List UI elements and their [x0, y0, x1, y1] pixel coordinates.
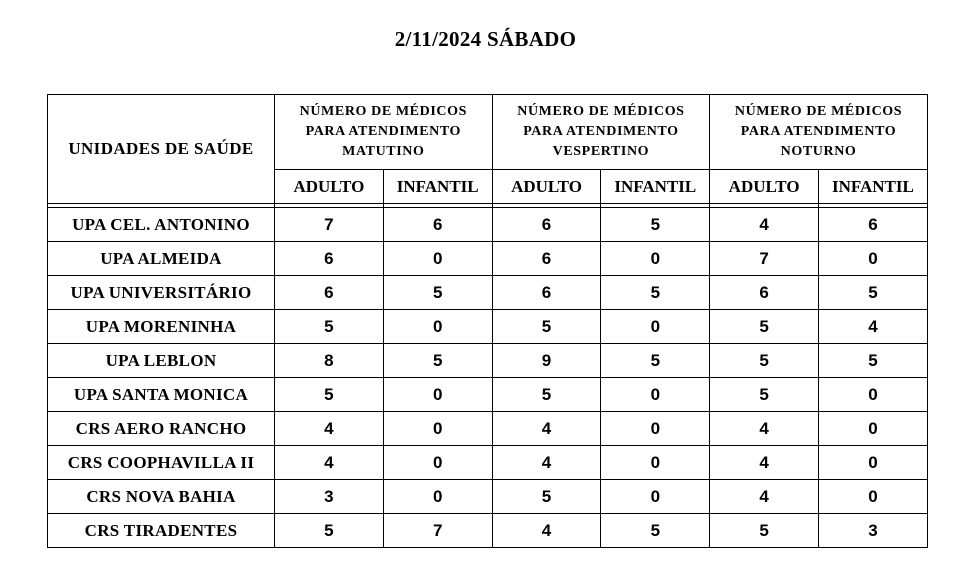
doctor-count-cell: 6 — [275, 242, 384, 276]
doctor-count-cell: 0 — [819, 446, 928, 480]
schedule-table — [47, 94, 928, 548]
table-row — [48, 242, 928, 276]
doctor-count-cell: 5 — [383, 344, 492, 378]
doctor-count-cell: 0 — [819, 242, 928, 276]
unit-name-cell: CRS AERO RANCHO — [48, 412, 275, 446]
doctor-count-cell: 7 — [710, 242, 819, 276]
doctor-count-cell: 7 — [383, 514, 492, 548]
doctor-count-cell: 4 — [710, 208, 819, 242]
group-header-line: PARA ATENDIMENTO — [305, 124, 462, 139]
doctor-count-cell: 5 — [710, 378, 819, 412]
doctor-count-cell: 5 — [275, 378, 384, 412]
doctor-count-cell: 5 — [492, 378, 601, 412]
doctor-count-cell: 0 — [383, 446, 492, 480]
sub-header-infantil: INFANTIL — [601, 170, 710, 204]
table-row — [48, 276, 928, 310]
doctor-count-cell: 5 — [710, 344, 819, 378]
doctor-count-cell: 6 — [492, 276, 601, 310]
group-header-line: NÚMERO DE MÉDICOS — [734, 104, 903, 119]
doctor-count-cell: 7 — [275, 208, 384, 242]
doctor-count-cell: 5 — [601, 276, 710, 310]
unit-name-cell: UPA UNIVERSITÁRIO — [48, 276, 275, 310]
doctor-count-cell: 0 — [601, 480, 710, 514]
doctor-count-cell: 5 — [819, 276, 928, 310]
doctor-count-cell: 0 — [601, 242, 710, 276]
sub-header-adulto: ADULTO — [275, 170, 384, 204]
doctor-count-cell: 0 — [383, 310, 492, 344]
doctor-count-cell: 6 — [710, 276, 819, 310]
sub-header-adulto: ADULTO — [492, 170, 601, 204]
table-row — [48, 378, 928, 412]
doctor-count-cell: 5 — [601, 514, 710, 548]
page-title: 2/11/2024 SÁBADO — [394, 27, 577, 51]
table-row — [48, 480, 928, 514]
doctor-count-cell: 5 — [601, 344, 710, 378]
doctor-count-cell: 6 — [383, 208, 492, 242]
unit-name-cell: UPA ALMEIDA — [48, 242, 275, 276]
doctor-count-cell: 0 — [819, 378, 928, 412]
doctor-count-cell: 4 — [275, 412, 384, 446]
table-body — [48, 204, 928, 548]
doctor-count-cell: 4 — [492, 412, 601, 446]
doctor-count-cell: 0 — [601, 378, 710, 412]
doctor-count-cell: 8 — [275, 344, 384, 378]
doctor-count-cell: 0 — [601, 310, 710, 344]
doctor-count-cell: 5 — [275, 514, 384, 548]
doctor-count-cell: 4 — [275, 446, 384, 480]
doctor-count-cell: 0 — [383, 242, 492, 276]
table-row — [48, 412, 928, 446]
group-header-line: PARA ATENDIMENTO — [740, 124, 897, 139]
doctor-count-cell: 0 — [601, 412, 710, 446]
unit-name-cell: CRS COOPHAVILLA II — [48, 446, 275, 480]
unit-name-cell: UPA CEL. ANTONINO — [48, 208, 275, 242]
group-header-vespertino — [492, 95, 710, 170]
doctor-count-cell: 4 — [710, 412, 819, 446]
group-header-line: NÚMERO DE MÉDICOS — [299, 104, 467, 119]
unit-name-cell: CRS NOVA BAHIA — [48, 480, 275, 514]
header-row-groups — [48, 95, 928, 170]
table-row — [48, 310, 928, 344]
doctor-count-cell: 5 — [710, 310, 819, 344]
doctor-count-cell: 4 — [710, 480, 819, 514]
group-header-line: NÚMERO DE MÉDICOS — [517, 104, 685, 119]
group-header-line: PARA ATENDIMENTO — [523, 124, 679, 139]
group-header-matutino — [275, 95, 493, 170]
table-row — [48, 514, 928, 548]
doctor-count-cell: 4 — [492, 446, 601, 480]
doctor-count-cell: 0 — [383, 480, 492, 514]
unit-name-cell: CRS TIRADENTES — [48, 514, 275, 548]
doctor-count-cell: 5 — [383, 276, 492, 310]
unit-column-header: UNIDADES DE SAÚDE — [48, 95, 275, 204]
doctor-count-cell: 4 — [710, 446, 819, 480]
unit-name-cell: UPA LEBLON — [48, 344, 275, 378]
group-header-line: VESPERTINO — [552, 144, 650, 159]
table-row — [48, 446, 928, 480]
doctor-count-cell: 4 — [492, 514, 601, 548]
doctor-count-cell: 6 — [492, 208, 601, 242]
doctor-count-cell: 3 — [275, 480, 384, 514]
sub-header-infantil: INFANTIL — [819, 170, 928, 204]
group-header-line: MATUTINO — [342, 144, 425, 159]
doctor-count-cell: 0 — [819, 412, 928, 446]
unit-name-cell: UPA SANTA MONICA — [48, 378, 275, 412]
doctor-count-cell: 5 — [275, 310, 384, 344]
doctor-count-cell: 6 — [492, 242, 601, 276]
doctor-count-cell: 9 — [492, 344, 601, 378]
sub-header-adulto: ADULTO — [710, 170, 819, 204]
doctor-count-cell: 5 — [492, 480, 601, 514]
doctor-count-cell: 6 — [819, 208, 928, 242]
doctor-count-cell: 0 — [601, 446, 710, 480]
doctor-count-cell: 5 — [492, 310, 601, 344]
unit-name-cell: UPA MORENINHA — [48, 310, 275, 344]
doctor-count-cell: 5 — [601, 208, 710, 242]
doctor-count-cell: 6 — [275, 276, 384, 310]
sub-header-infantil: INFANTIL — [383, 170, 492, 204]
doctor-count-cell: 5 — [710, 514, 819, 548]
doctor-count-cell: 0 — [383, 378, 492, 412]
group-header-line: NOTURNO — [780, 144, 857, 159]
table-row — [48, 208, 928, 242]
doctor-count-cell: 0 — [383, 412, 492, 446]
doctor-count-cell: 5 — [819, 344, 928, 378]
table-row — [48, 344, 928, 378]
group-header-noturno — [710, 95, 928, 170]
doctor-count-cell: 4 — [819, 310, 928, 344]
doctor-count-cell: 0 — [819, 480, 928, 514]
doctor-count-cell: 3 — [819, 514, 928, 548]
